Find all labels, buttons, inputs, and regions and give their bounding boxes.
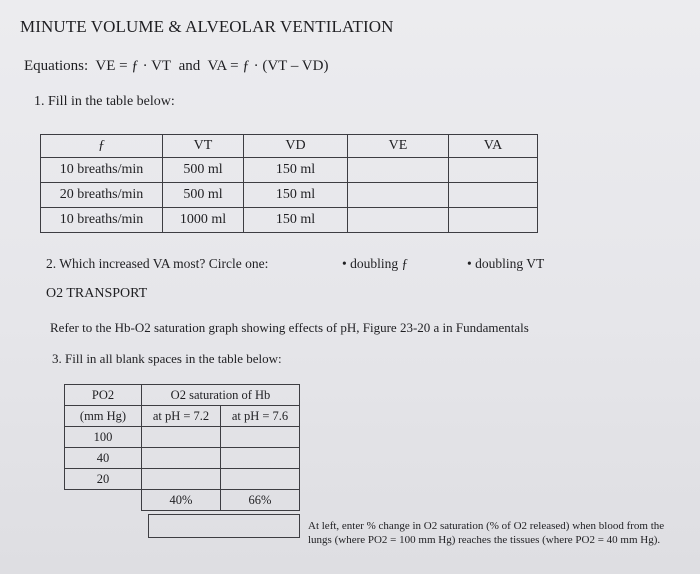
cell-vt: 1000 ml: [163, 208, 244, 233]
header-f: ƒ: [41, 135, 163, 158]
cell-po2: 40: [65, 448, 142, 469]
cell-sat-input[interactable]: [142, 427, 221, 448]
cell-sat-input[interactable]: [142, 448, 221, 469]
cell-vt: 500 ml: [163, 183, 244, 208]
cell-pct-7-2: 40%: [142, 490, 221, 511]
header-po2: PO2: [65, 385, 142, 406]
cell-sat-input[interactable]: [221, 427, 300, 448]
question-3: 3. Fill in all blank spaces in the table below:: [52, 351, 282, 366]
percent-change-input[interactable]: [148, 514, 300, 538]
header-va: VA: [449, 135, 538, 158]
table-row: [41, 183, 538, 208]
cell-va-input[interactable]: [449, 183, 538, 208]
option-doubling-f[interactable]: • doubling ƒ: [342, 256, 409, 271]
cell-po2: 100: [65, 427, 142, 448]
header-mmhg: (mm Hg): [65, 406, 142, 427]
cell-va-input[interactable]: [449, 208, 538, 233]
header-ph-7-6: at pH = 7.6: [221, 406, 300, 427]
equations-joiner: and: [178, 58, 201, 74]
cell-vd: 150 ml: [244, 183, 348, 208]
header-ph-7-2: at pH = 7.2: [142, 406, 221, 427]
equations-line: [24, 58, 328, 75]
cell-ve-input[interactable]: [348, 158, 449, 183]
equations-label: Equations:: [24, 58, 89, 74]
cell-ve-input[interactable]: [348, 183, 449, 208]
table-row: [65, 448, 300, 469]
header-vt: VT: [163, 135, 244, 158]
question-2: 2. Which increased VA most? Circle one:: [46, 256, 269, 271]
table-header-row: [41, 135, 538, 158]
header-ve: VE: [348, 135, 449, 158]
cell-ve-input[interactable]: [348, 208, 449, 233]
page-title: MINUTE VOLUME & ALVEOLAR VENTILATION: [20, 17, 394, 36]
table-row: [41, 208, 538, 233]
cell-vd: 150 ml: [244, 208, 348, 233]
table-row: [65, 427, 300, 448]
cell-sat-input[interactable]: [142, 469, 221, 490]
o2-transport-heading: O2 TRANSPORT: [46, 286, 148, 301]
cell-f: 10 breaths/min: [41, 158, 163, 183]
question-1: 1. Fill in the table below:: [34, 94, 175, 109]
table-row: [65, 469, 300, 490]
cell-sat-input[interactable]: [221, 448, 300, 469]
table-header-row: [65, 385, 300, 406]
cell-vt: 500 ml: [163, 158, 244, 183]
ventilation-table: [40, 134, 538, 233]
cell-va-input[interactable]: [449, 158, 538, 183]
reference-text: Refer to the Hb-O2 saturation graph showing effects of pH, Figure 23-20 a in Fundamentals: [50, 320, 529, 335]
saturation-table: [64, 384, 300, 511]
cell-sat-input[interactable]: [221, 469, 300, 490]
cell-f: 10 breaths/min: [41, 208, 163, 233]
instruction-note: At left, enter % change in O2 saturation (% of O2 released) when blood from the lungs (where PO2 = 100 mm Hg) reaches the tissues (where PO2 = 40 mm Hg).: [308, 520, 665, 546]
cell-f: 20 breaths/min: [41, 183, 163, 208]
header-o2-saturation: O2 saturation of Hb: [142, 385, 300, 406]
empty-cell: [65, 490, 142, 511]
cell-pct-7-6: 66%: [221, 490, 300, 511]
header-vd: VD: [244, 135, 348, 158]
table-header-row: [65, 406, 300, 427]
cell-vd: 150 ml: [244, 158, 348, 183]
table-row: [41, 158, 538, 183]
option-doubling-vt[interactable]: • doubling VT: [467, 256, 545, 271]
cell-po2: 20: [65, 469, 142, 490]
table-row: [65, 490, 300, 511]
equation-ve: VE = ƒ · VT: [95, 58, 172, 74]
equation-va: VA = ƒ · (VT – VD): [207, 58, 329, 74]
